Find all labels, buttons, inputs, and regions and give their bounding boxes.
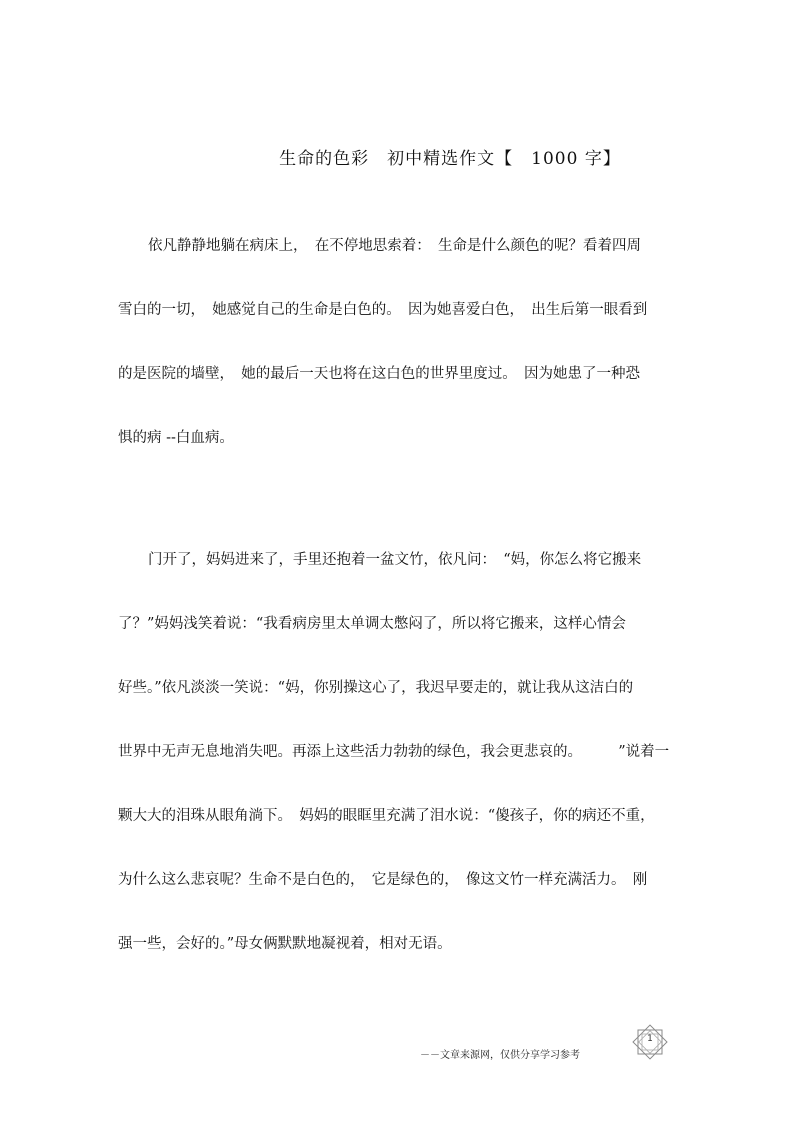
page-number: 1 [647,1034,653,1044]
paragraph-2 [118,528,678,976]
paragraph-line: 颗大大的泪珠从眼角淌下。 妈妈的眼眶里充满了泪水说：“傻孩子，你的病还不重， [118,808,655,824]
paragraph-line: 了？”妈妈浅笑着说：“我看病房里太单调太憋闷了，所以将它搬来，这样心情会 [118,616,626,632]
paragraph-line: 为什么这么悲哀呢？生命不是白色的， 它是绿色的， 像这文竹一样充满活力。 刚 [118,872,648,888]
paragraph-line: 好些。”依凡淡淡一笑说：“妈，你别操这心了，我迟早要走的，就让我从这洁白的 [118,680,634,696]
paragraph-line: 强一些，会好的。”母女俩默默地凝视着，相对无语。 [118,936,452,952]
paragraph-line: 世界中无声无息地消失吧。再添上这些活力勃勃的绿色，我会更悲哀的。 ”说着一 [118,744,670,760]
footer-source-note: －－文章来源网，仅供分享学习参考 [420,1050,580,1061]
paragraph-1 [118,214,678,470]
paragraph-line: 门开了，妈妈进来了，手里还抱着一盆文竹，依凡问： “妈，你怎么将它搬来 [148,552,642,568]
paragraph-line: 依凡静静地躺在病床上， 在不停地思索着： 生命是什么颜色的呢？看着四周 [148,238,641,254]
paragraph-line: 雪白的一切， 她感觉自己的生命是白色的。 因为她喜爱白色， 出生后第一眼看到 [118,302,648,318]
page-number-badge [630,1022,670,1062]
paragraph-line: 的是医院的墙壁， 她的最后一天也将在这白色的世界里度过。 因为她患了一种恐 [118,366,640,382]
document-title: 生命的色彩 初中精选作文【 1000 字】 [279,149,621,169]
paragraph-line: 惧的病 --白血病。 [118,430,234,446]
